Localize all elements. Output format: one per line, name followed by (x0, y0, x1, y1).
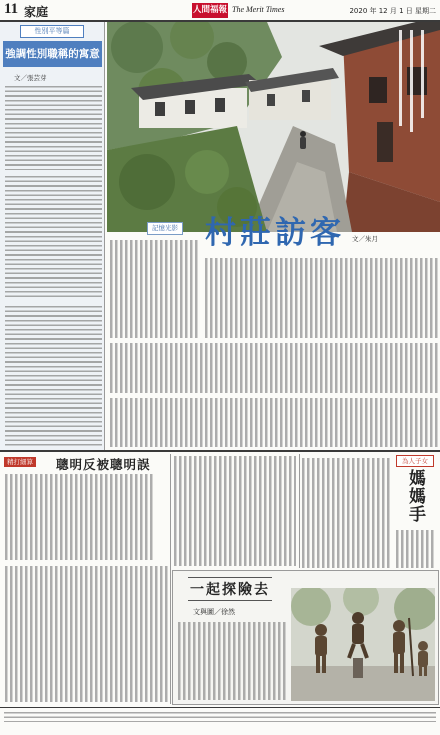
issue-date: 2020 年 12 月 1 日 星期二 (349, 7, 436, 15)
body-text-block (178, 622, 286, 700)
body-text-block (205, 258, 438, 338)
gender-column-byline: 文／張芸芽 (14, 74, 47, 82)
adventure-title: 一起探險去 (188, 577, 272, 601)
body-text-block (174, 456, 296, 566)
footer-notice (4, 712, 436, 722)
parenting-tag: 為人子女 (396, 455, 434, 467)
gender-column-title: 強調性別職稱的寓意 (3, 41, 102, 67)
children-statues-photo (291, 588, 435, 701)
footer-rule (0, 707, 440, 708)
adventure-byline: 文與圖／徐然 (193, 608, 235, 616)
body-text-block (302, 458, 392, 568)
finance-title: 聰明反被聰明誤 (56, 458, 151, 472)
finance-tag: 精打細算 (4, 457, 36, 467)
column-divider (170, 454, 171, 704)
feature-title: 村莊訪客 (205, 215, 345, 250)
section-rule (0, 450, 440, 452)
series-label: 性別平等篇 (20, 25, 84, 38)
section-name: 家庭 (24, 5, 49, 19)
body-text-block (5, 86, 102, 170)
body-text-block (5, 566, 168, 702)
feature-tag: 記憶光影 (147, 222, 183, 235)
column-divider (104, 22, 105, 450)
villager-figure (300, 131, 306, 149)
parenting-title: 媽媽手 (406, 469, 425, 523)
body-text-block (110, 343, 438, 393)
masthead-logo: 人間福報 (192, 3, 228, 18)
body-text-block (110, 240, 200, 338)
body-text-block (5, 306, 102, 448)
column-divider (299, 454, 300, 568)
masthead-english: The Merit Times (232, 5, 285, 14)
village-lane-photo (107, 22, 440, 232)
page-number: 11 (4, 1, 19, 17)
body-text-block (5, 474, 153, 560)
body-text-block (110, 398, 438, 447)
feature-byline: 文／朱月 (352, 235, 378, 243)
body-text-block (396, 530, 436, 568)
body-text-block (5, 176, 102, 300)
